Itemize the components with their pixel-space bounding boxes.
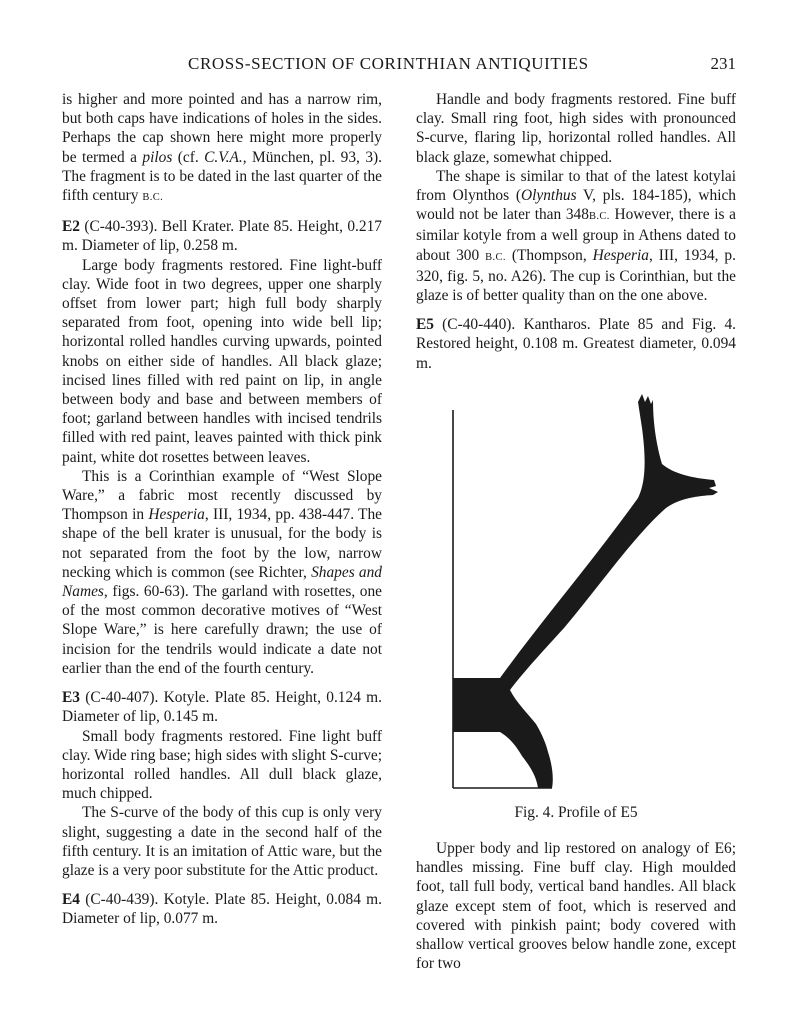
entry-heading-e5: E5 (C-40-440). Kantharos. Plate 85 and Fig. 4. Restored height, 0.108 m. Greatest diameter, 0.094 m.	[416, 316, 736, 372]
entry-description-e4: Handle and body fragments restored. Fine buff clay. Small ring foot, high sides with pronounced S-curve, flaring lip, horizontal rolled handles. All black glaze, somewhat chipped.	[416, 91, 736, 166]
entry-discussion-e4: The shape is similar to that of the latest kotylai from Olynthos (Olynthus V, pls. 184-185), which would not be later than 348B.C. However, there is a similar kotyle from a well group in Athens dated to about 300 B.C. (Thompson, Hesperia, III, 1934, p. 320, fig. 5, no. A26). The cup is Corinthian, but the glaze is of better quality than on the one above.	[416, 167, 736, 305]
catalog-id: E5	[416, 316, 434, 334]
page-number: 231	[710, 54, 736, 73]
entry-discussion-e3: The S-curve of the body of this cup is only very slight, suggesting a date in the second half of the fifth century. It is an imitation of Attic ware, but the glaze is a very poor substitute for the Attic product.	[62, 804, 382, 879]
figure-profile-e5	[452, 388, 724, 792]
entry-description-e3: Small body fragments restored. Fine light buff clay. Wide ring base; high sides with slight S-curve; horizontal rolled handles. All dull black glaze, much chipped.	[62, 727, 382, 803]
catalog-id: E4	[62, 891, 80, 909]
figure-caption: Fig. 4. Profile of E5	[514, 804, 638, 821]
entry-description-e5: Upper body and lip restored on analogy of E6; handles missing. Fine buff clay. High moulded foot, tall full body, vertical band handles. All black glaze except stem of foot, which is reserved and covered with pinkish paint; body covered with shallow vertical grooves below handle zone, except for two	[416, 840, 736, 973]
left-column	[62, 90, 382, 929]
catalog-id: E3	[62, 689, 80, 707]
running-header	[62, 54, 736, 76]
catalog-id: E2	[62, 218, 80, 236]
entry-discussion-e2: This is a Corinthian example of “West Slope Ware,” a fabric most recently discussed by Thompson in Hesperia, III, 1934, pp. 438-447. The shape of the bell krater is unusual, for the body is not separated from the foot by the low, narrow necking which is common (see Richter, Shapes and Names, figs. 60-63). The garland with rosettes, one of the most common decorative motives of “West Slope Ware,” is here carefully drawn; the use of incision for the tendrils would indicate a date not earlier than the end of the fourth century.	[62, 467, 382, 677]
entry-heading-e2: E2 (C-40-393). Bell Krater. Plate 85. Height, 0.217 m. Diameter of lip, 0.258 m.	[62, 218, 382, 255]
entry-heading-e3: E3 (C-40-407). Kotyle. Plate 85. Height, 0.124 m. Diameter of lip, 0.145 m.	[62, 689, 382, 726]
right-column-continued	[416, 839, 736, 973]
paragraph-continuation: is higher and more pointed and has a narrow rim, but both caps have indications of holes in the sides. Perhaps the cap shown here might more properly be termed a pilos (cf. C.V.A., München, pl. 93, 3). The fragment is to be dated in the last quarter of the fifth century B.C.	[62, 91, 382, 205]
entry-heading-e4: E4 (C-40-439). Kotyle. Plate 85. Height, 0.084 m. Diameter of lip, 0.077 m.	[62, 891, 382, 928]
running-title: CROSS-SECTION OF CORINTHIAN ANTIQUITIES	[188, 54, 589, 73]
right-column	[416, 90, 736, 373]
kantharos-profile-drawing	[452, 388, 724, 792]
vessel-section	[453, 394, 718, 788]
entry-description-e2: Large body fragments restored. Fine light-buff clay. Wide foot in two degrees, upper one sharply offset from lower part; high full body sharply separated from foot, opening into wide bell lip; horizontal rolled handles curving upwards, pointed knobs on either side of handles. All black glaze; incised lines filled with red paint on lip, in angle between body and base and between members of foot; garland between handles with incised tendrils filled with red paint, leaves painted with thick pink paint, white dot rosettes between leaves.	[62, 256, 382, 466]
